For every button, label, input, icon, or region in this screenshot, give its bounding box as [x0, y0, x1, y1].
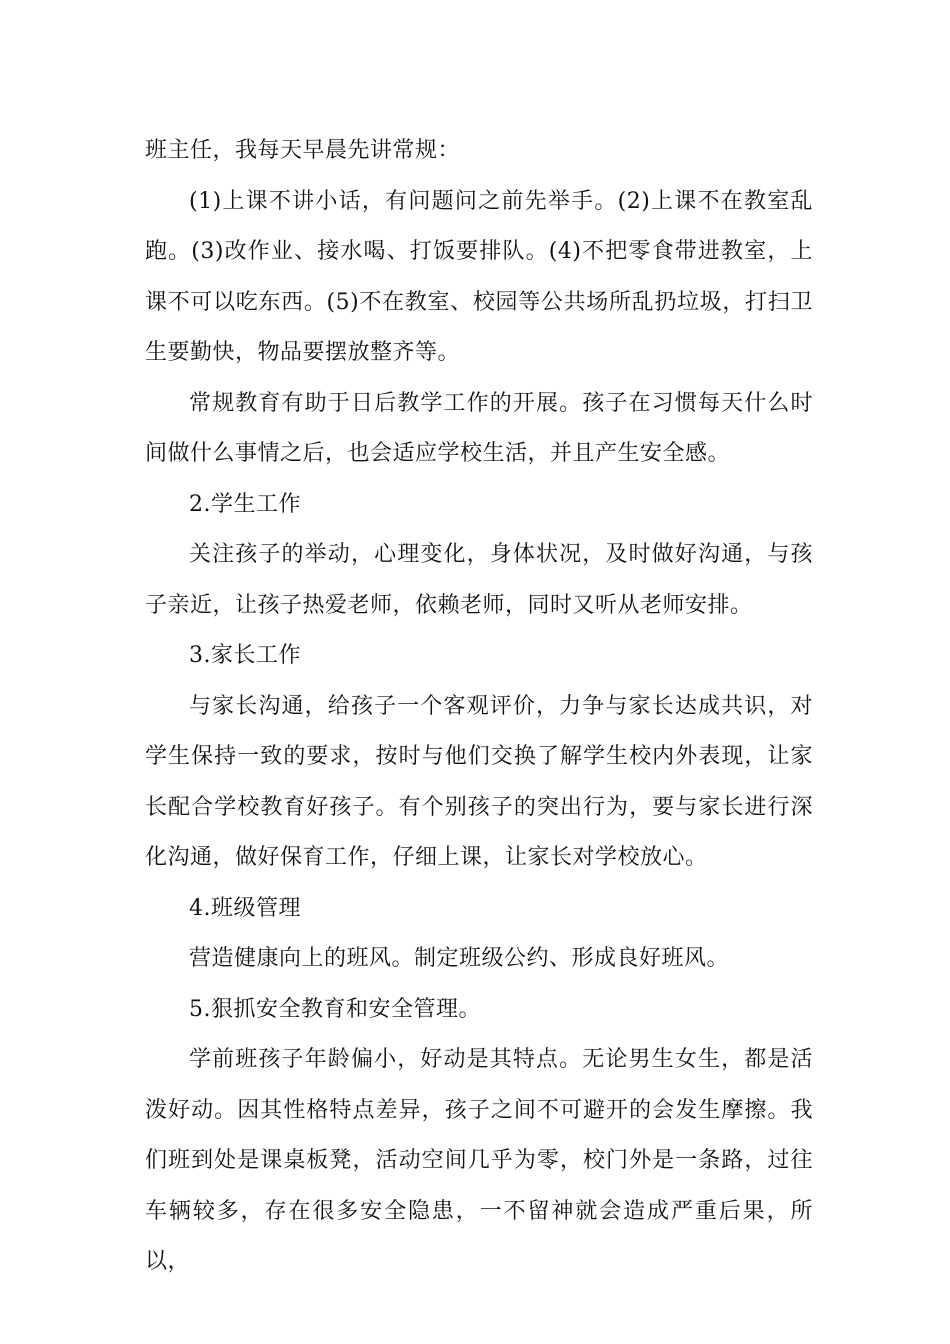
paragraph-rules-list: (1)上课不讲小话，有问题问之前先举手。(2)上课不在教室乱跑。(3)改作业、接水喝、打饭要排队。(4)不把零食带进教室，上课不可以吃东西。(5)不在教室、校园等公共场所乱扔垃圾，打扫卫生要勤快，物品要摆放整齐等。: [145, 188, 813, 365]
paragraph-intro: 班主任，我每天早晨先讲常规：: [145, 138, 461, 163]
document-body: [145, 126, 813, 1288]
paragraph-class-management: 营造健康向上的班风。制定班级公约、形成良好班风。: [189, 946, 730, 971]
paragraph-routine-education: 常规教育有助于日后教学工作的开展。孩子在习惯每天什么时间做什么事情之后，也会适应学校生活，并且产生安全感。: [145, 390, 813, 466]
paragraph-student-work: 关注孩子的举动，心理变化，身体状况，及时做好沟通，与孩子亲近，让孩子热爱老师，依赖老师，同时又听从老师安排。: [145, 542, 813, 618]
section-heading-class-management: 4.班级管理: [189, 895, 301, 921]
paragraph-safety: 学前班孩子年龄偏小，好动是其特点。无论男生女生，都是活泼好动。因其性格特点差异，孩子之间不可避开的会发生摩擦。我们班到处是课桌板凳，活动空间几乎为零，校门外是一条路，过往车辆较多，存在很多安全隐患，一不留神就会造成严重后果，所以，: [145, 1047, 813, 1274]
section-heading-student-work: 2.学生工作: [189, 491, 301, 517]
paragraph-parent-work: 与家长沟通，给孩子一个客观评价，力争与家长达成共识，对学生保持一致的要求，按时与他们交换了解学生校内外表现，让家长配合学校教育好孩子。有个别孩子的突出行为，要与家长进行深化沟通，做好保育工作，仔细上课，让家长对学校放心。: [145, 693, 813, 870]
section-heading-safety: 5.狠抓安全教育和安全管理。: [189, 996, 481, 1022]
section-heading-parent-work: 3.家长工作: [189, 643, 301, 668]
